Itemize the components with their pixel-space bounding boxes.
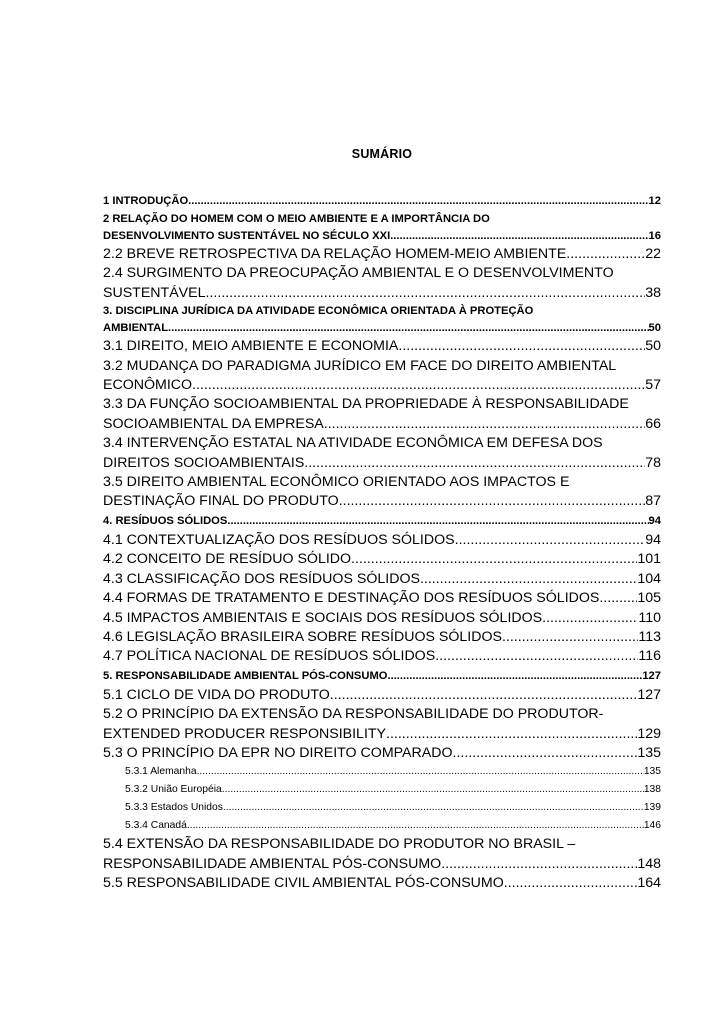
toc-page-number: 94 bbox=[648, 514, 661, 527]
toc-entry-title: 4.1 CONTEXTUALIZAÇÃO DOS RESÍDUOS SÓLIDOS bbox=[103, 531, 455, 548]
dot-leader bbox=[222, 781, 644, 799]
toc-page-number: 148 bbox=[637, 855, 661, 872]
dot-leader bbox=[168, 320, 649, 337]
dot-leader bbox=[351, 550, 637, 569]
toc-entry-title: 2 RELAÇÃO DO HOMEM COM O MEIO AMBIENTE E A IMPORTÂNCIA DO bbox=[103, 213, 490, 225]
toc-entry-title: 4.5 IMPACTOS AMBIENTAIS E SOCIAIS DOS RESÍDUOS SÓLIDOS bbox=[103, 609, 543, 626]
toc-entry[interactable] bbox=[103, 531, 661, 550]
toc-page-number: 104 bbox=[637, 570, 661, 587]
toc-page-number: 78 bbox=[645, 454, 661, 471]
dot-leader bbox=[566, 245, 645, 264]
toc-entry[interactable] bbox=[103, 395, 661, 434]
dot-leader bbox=[398, 337, 645, 356]
toc-entry[interactable] bbox=[103, 686, 661, 705]
toc-entry[interactable] bbox=[103, 609, 661, 628]
toc-entry[interactable] bbox=[103, 357, 661, 396]
toc-page-number: 110 bbox=[638, 609, 661, 626]
toc-page-number: 116 bbox=[638, 648, 661, 665]
toc-entry-title: 4.2 CONCEITO DE RESÍDUO SÓLIDO bbox=[103, 551, 352, 568]
dot-leader bbox=[420, 570, 637, 589]
toc-page-number: 101 bbox=[637, 551, 661, 568]
toc-entry-title: 3. DISCIPLINA JURÍDICA DA ATIVIDADE ECONÔMICA ORIENTADA À PROTEÇÃO bbox=[103, 305, 534, 318]
dot-leader bbox=[188, 192, 648, 211]
toc-page-number: 22 bbox=[645, 246, 661, 262]
toc-page-number: 87 bbox=[645, 493, 661, 510]
dot-leader bbox=[504, 874, 638, 893]
toc-page-number: 127 bbox=[642, 669, 661, 682]
dot-leader bbox=[206, 284, 646, 303]
toc-entry[interactable] bbox=[103, 744, 661, 763]
toc-entry[interactable] bbox=[103, 211, 661, 245]
toc-entry-title: 4.4 FORMAS DE TRATAMENTO E DESTINAÇÃO DOS RESÍDUOS SÓLIDOS bbox=[103, 590, 600, 607]
toc-page-number: 127 bbox=[637, 686, 661, 703]
toc-entry[interactable] bbox=[103, 512, 661, 531]
toc-entry-title: EXTENDED PRODUCER RESPONSIBILITY bbox=[103, 725, 387, 742]
toc-entry-title: 2.4 SURGIMENTO DA PREOCUPAÇÃO AMBIENTAL E O DESENVOLVIMENTO bbox=[103, 265, 614, 282]
toc-page-number: 113 bbox=[638, 628, 661, 645]
toc-entry-title: 1 INTRODUÇÃO bbox=[103, 195, 189, 207]
toc-entry-title: DESENVOLVIMENTO SUSTENTÁVEL NO SÉCULO XXI bbox=[103, 230, 391, 242]
toc-page-number: 38 bbox=[645, 284, 661, 301]
dot-leader bbox=[441, 855, 637, 874]
toc-page-number: 135 bbox=[637, 744, 661, 761]
toc-entry[interactable] bbox=[103, 570, 661, 589]
toc-entry[interactable] bbox=[103, 550, 661, 569]
dot-leader bbox=[599, 589, 637, 608]
toc-entry[interactable] bbox=[103, 434, 661, 473]
toc-entry-title: 5.3 O PRINCÍPIO DA EPR NO DIREITO COMPARADO bbox=[103, 744, 453, 761]
toc-entry[interactable] bbox=[103, 817, 661, 835]
toc-entry-title: SOCIOAMBIENTAL DA EMPRESA bbox=[103, 415, 324, 432]
toc-entry[interactable] bbox=[103, 589, 661, 608]
toc-entry[interactable] bbox=[103, 337, 661, 356]
toc-entry-title: 4.7 POLÍTICA NACIONAL DE RESÍDUOS SÓLIDOS bbox=[103, 648, 436, 665]
toc-entry-title: SUSTENTÁVEL bbox=[103, 284, 206, 301]
table-of-contents bbox=[103, 192, 661, 894]
toc-entry[interactable] bbox=[103, 473, 661, 512]
dot-leader bbox=[197, 763, 644, 781]
toc-page-number: 12 bbox=[648, 195, 661, 207]
dot-leader bbox=[387, 667, 642, 686]
toc-page-number: 94 bbox=[645, 531, 661, 548]
toc-page-number: 135 bbox=[643, 766, 661, 778]
dot-leader bbox=[453, 744, 638, 763]
toc-entry[interactable] bbox=[103, 799, 661, 817]
toc-entry-title: 3.5 DIREITO AMBIENTAL ECONÔMICO ORIENTADO AOS IMPACTOS E bbox=[103, 474, 570, 491]
toc-entry-title: 4.3 CLASSIFICAÇÃO DOS RESÍDUOS SÓLIDOS bbox=[103, 570, 420, 587]
dot-leader bbox=[192, 376, 645, 395]
toc-page-number: 138 bbox=[643, 784, 661, 796]
toc-page-number: 57 bbox=[645, 377, 661, 394]
toc-entry-title: 5.1 CICLO DE VIDA DO PRODUTO bbox=[103, 686, 330, 703]
toc-entry-title: RESPONSABILIDADE AMBIENTAL PÓS-CONSUMO bbox=[103, 855, 442, 872]
toc-entry-title: 5.5 RESPONSABILIDADE CIVIL AMBIENTAL PÓS-CONSUMO bbox=[103, 875, 504, 892]
toc-entry-title: AMBIENTAL bbox=[103, 322, 169, 335]
toc-entry[interactable] bbox=[103, 763, 661, 781]
toc-entry[interactable] bbox=[103, 264, 661, 303]
dot-leader bbox=[502, 628, 638, 647]
toc-entry[interactable] bbox=[103, 628, 661, 647]
dot-leader bbox=[390, 228, 648, 245]
toc-entry-title: 5.2 O PRINCÍPIO DA EXTENSÃO DA RESPONSABILIDADE DO PRODUTOR- bbox=[103, 706, 604, 723]
toc-entry-title: 5.4 EXTENSÃO DA RESPONSABILIDADE DO PRODUTOR NO BRASIL – bbox=[103, 836, 576, 853]
dot-leader bbox=[330, 686, 638, 705]
toc-entry-title: 5.3.4 Canadá bbox=[125, 820, 187, 832]
toc-entry-title: 5.3.2 União Européia bbox=[125, 784, 222, 796]
toc-entry-title: 3.1 DIREITO, MEIO AMBIENTE E ECONOMIA bbox=[103, 338, 399, 355]
toc-page-number: 129 bbox=[637, 725, 661, 742]
toc-entry-title: DESTINAÇÃO FINAL DO PRODUTO bbox=[103, 493, 339, 510]
toc-entry[interactable] bbox=[103, 705, 661, 744]
toc-entry[interactable] bbox=[103, 667, 661, 686]
dot-leader bbox=[304, 454, 645, 473]
dot-leader bbox=[542, 609, 638, 628]
toc-entry-title: 5.3.1 Alemanha bbox=[125, 766, 197, 778]
dot-leader bbox=[227, 512, 648, 531]
toc-page-number: 139 bbox=[643, 802, 661, 814]
toc-entry-title: 4.6 LEGISLAÇÃO BRASILEIRA SOBRE RESÍDUOS SÓLIDOS bbox=[103, 628, 502, 645]
toc-entry[interactable] bbox=[103, 835, 661, 874]
toc-page-number: 50 bbox=[645, 338, 661, 355]
page-title: SUMÁRIO bbox=[351, 147, 413, 161]
toc-entry[interactable] bbox=[103, 303, 661, 337]
toc-entry[interactable] bbox=[103, 245, 661, 264]
dot-leader bbox=[223, 799, 644, 817]
toc-page-number: 146 bbox=[643, 820, 661, 832]
dot-leader bbox=[187, 817, 644, 835]
toc-entry-title: ECONÔMICO bbox=[103, 377, 193, 394]
dot-leader bbox=[386, 725, 637, 744]
toc-entry[interactable] bbox=[103, 647, 661, 666]
toc-entry-title: 2.2 BREVE RETROSPECTIVA DA RELAÇÃO HOMEM-MEIO AMBIENTE bbox=[103, 246, 567, 262]
toc-entry-title: 3.3 DA FUNÇÃO SOCIOAMBIENTAL DA PROPRIEDADE À RESPONSABILIDADE bbox=[103, 396, 629, 413]
toc-page-number: 164 bbox=[637, 875, 661, 892]
dot-leader bbox=[324, 415, 645, 434]
toc-page-number: 66 bbox=[645, 415, 661, 432]
toc-entry[interactable] bbox=[103, 192, 661, 211]
dot-leader bbox=[339, 492, 646, 511]
toc-entry-title: DIREITOS SOCIOAMBIENTAIS bbox=[103, 454, 305, 471]
toc-page-number: 50 bbox=[648, 322, 661, 335]
dot-leader bbox=[435, 647, 638, 666]
toc-entry[interactable] bbox=[103, 874, 661, 893]
toc-entry[interactable] bbox=[103, 781, 661, 799]
toc-entry-title: 4. RESÍDUOS SÓLIDOS bbox=[103, 514, 228, 527]
toc-entry-title: 5.3.3 Estados Unidos bbox=[125, 802, 223, 814]
toc-entry-title: 5. RESPONSABILIDADE AMBIENTAL PÓS-CONSUMO bbox=[103, 669, 388, 682]
toc-page-number: 105 bbox=[637, 590, 661, 607]
toc-entry-title: 3.4 INTERVENÇÃO ESTATAL NA ATIVIDADE ECONÔMICA EM DEFESA DOS bbox=[103, 435, 603, 452]
dot-leader bbox=[455, 531, 646, 550]
toc-page-number: 16 bbox=[648, 230, 661, 242]
toc-entry-title: 3.2 MUDANÇA DO PARADIGMA JURÍDICO EM FACE DO DIREITO AMBIENTAL bbox=[103, 357, 617, 374]
